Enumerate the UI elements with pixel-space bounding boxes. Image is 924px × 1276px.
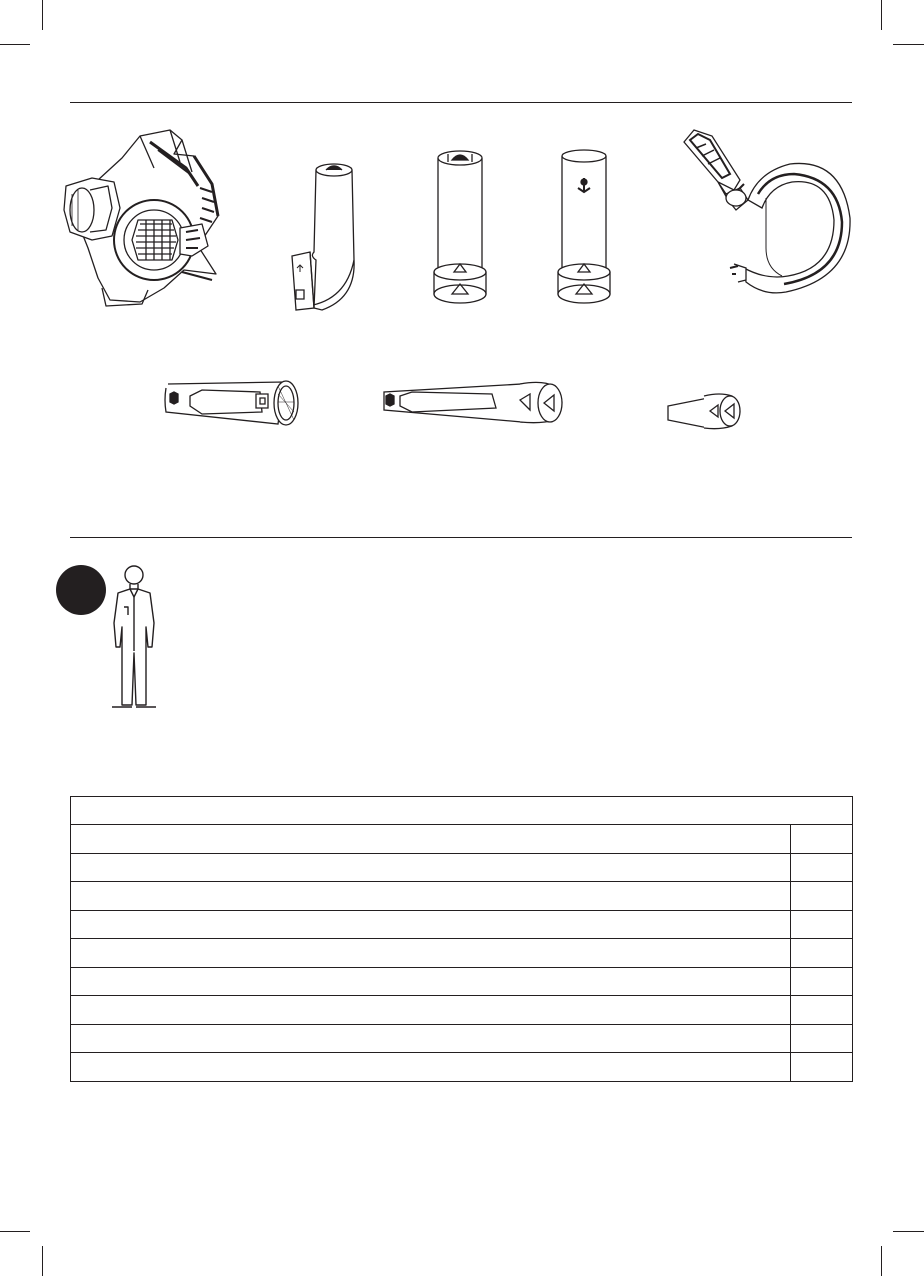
- crop-mark: [893, 44, 924, 45]
- row-value: [791, 853, 853, 882]
- straight-tube-b-illustration: [552, 148, 616, 308]
- row-value: [791, 1053, 853, 1082]
- step-number-badge: [56, 565, 106, 615]
- row-label: [71, 967, 791, 996]
- row-value: [791, 967, 853, 996]
- row-value: [791, 882, 853, 911]
- row-label: [71, 825, 791, 854]
- crop-mark: [881, 1246, 882, 1276]
- table-row: [71, 910, 853, 939]
- row-value: [791, 910, 853, 939]
- row-label: [71, 939, 791, 968]
- table-row: [71, 853, 853, 882]
- table-row: [71, 996, 853, 1025]
- row-label: [71, 996, 791, 1025]
- row-label: [71, 1053, 791, 1082]
- crop-mark: [42, 1246, 43, 1276]
- row-value: [791, 996, 853, 1025]
- specification-table: [70, 796, 853, 1082]
- blower-body-illustration: [62, 128, 226, 310]
- row-label: [71, 1024, 791, 1053]
- row-value: [791, 939, 853, 968]
- row-value: [791, 825, 853, 854]
- crop-mark: [0, 1231, 30, 1232]
- table-row: [71, 825, 853, 854]
- crop-mark: [0, 44, 30, 45]
- crop-mark: [881, 0, 882, 30]
- long-nozzle-tube-illustration: [382, 380, 566, 426]
- table-row: [71, 1053, 853, 1082]
- straight-tube-a-illustration: [428, 148, 492, 308]
- top-divider: [70, 102, 852, 103]
- table-row: [71, 882, 853, 911]
- table-row: [71, 1024, 853, 1053]
- flat-nozzle-tube-illustration: [160, 372, 302, 432]
- table-row: [71, 939, 853, 968]
- crop-mark: [42, 0, 43, 30]
- middle-divider: [70, 537, 852, 538]
- row-label: [71, 882, 791, 911]
- table-header: [71, 797, 853, 825]
- row-label: [71, 853, 791, 882]
- curved-tube-illustration: [286, 160, 366, 315]
- table-row: [71, 967, 853, 996]
- shoulder-handle-illustration: [674, 128, 854, 312]
- row-label: [71, 910, 791, 939]
- crop-mark: [893, 1231, 924, 1232]
- short-nozzle-illustration: [664, 390, 744, 430]
- row-value: [791, 1024, 853, 1053]
